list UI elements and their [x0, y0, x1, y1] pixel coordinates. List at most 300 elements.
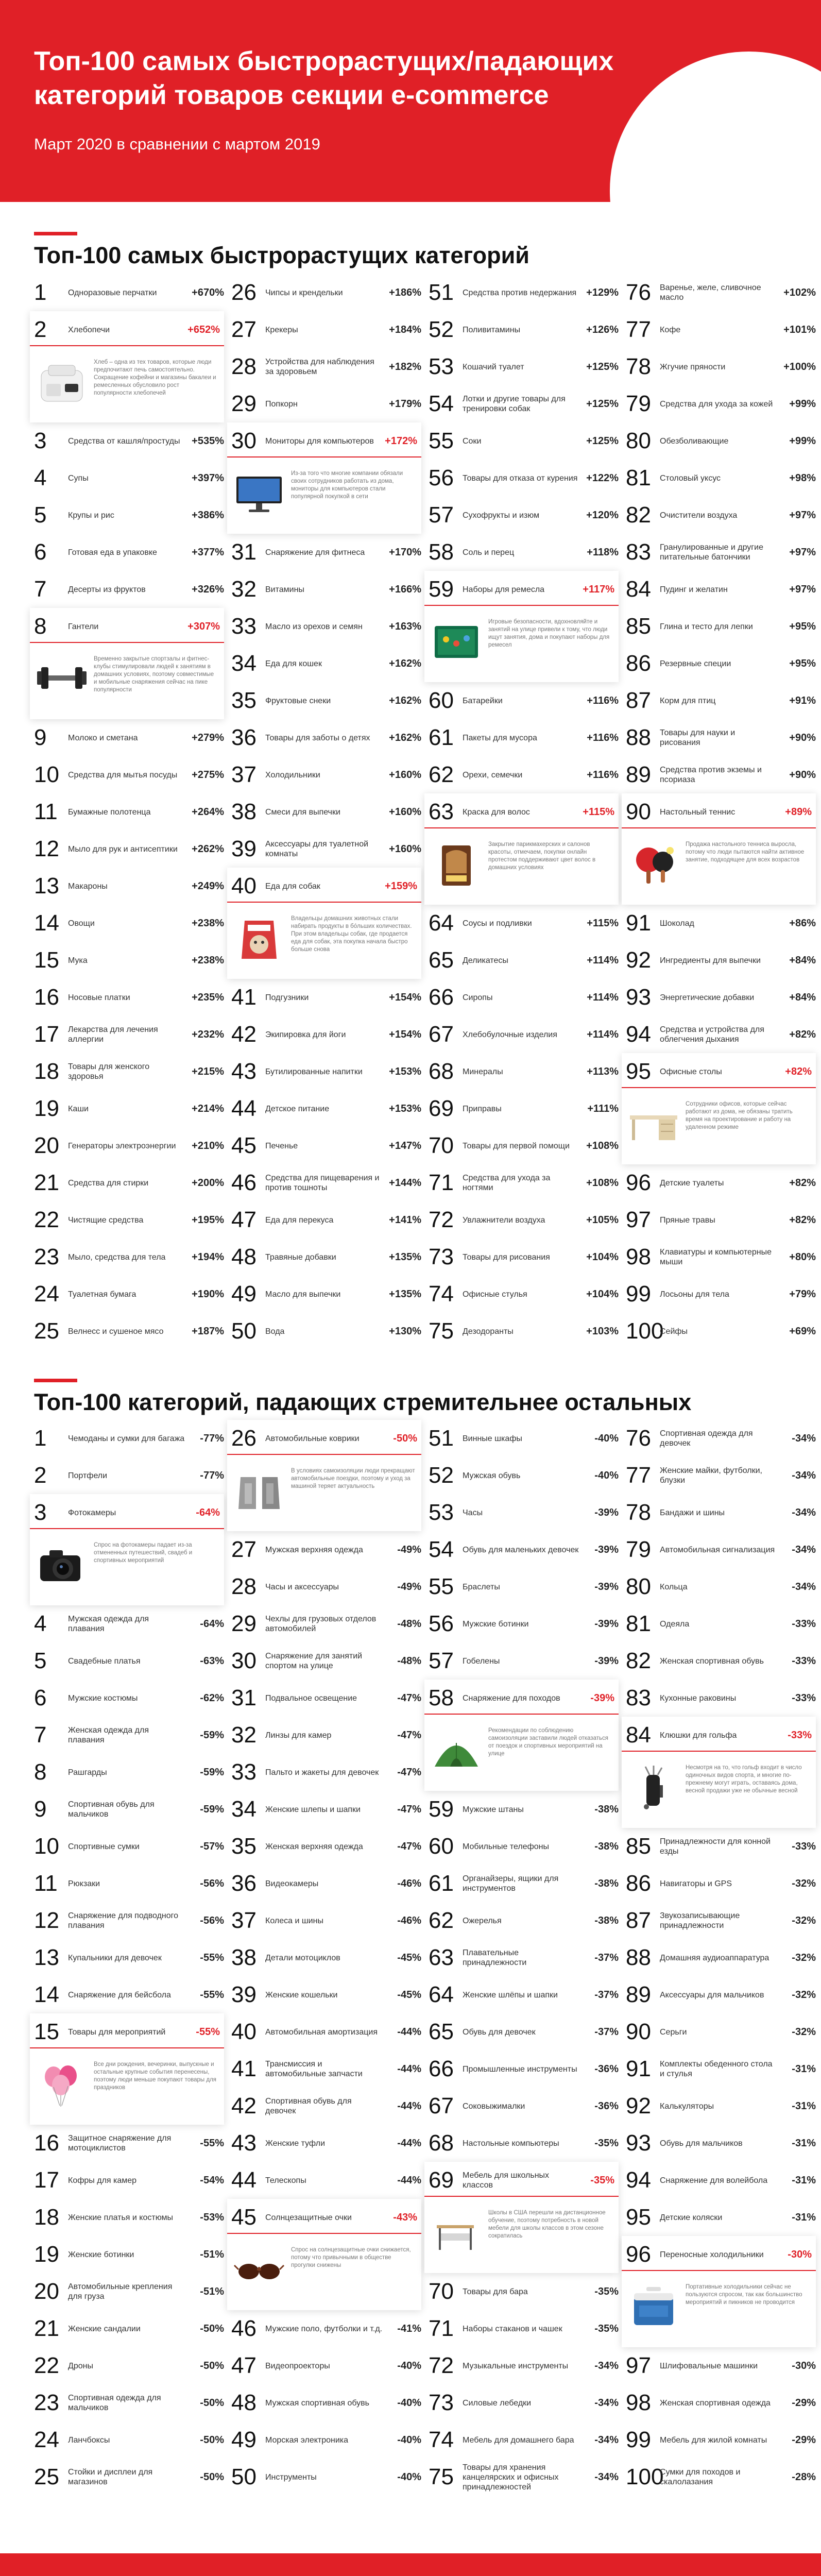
category-change: +163% — [389, 620, 421, 632]
category-change: -40% — [397, 2471, 421, 2483]
category-row — [34, 1201, 231, 1239]
category-change: +125% — [586, 435, 619, 447]
category-row — [231, 682, 429, 719]
category-name: Средства для ухода за кожей — [660, 399, 773, 409]
category-name: Обувь для мальчиков — [660, 2139, 743, 2148]
category-rank: 60 — [429, 688, 454, 713]
category-rank: 34 — [231, 1797, 256, 1822]
category-rank: 93 — [626, 2130, 651, 2156]
category-rank: 75 — [429, 1318, 454, 1344]
category-change: +210% — [192, 1140, 224, 1151]
category-name: Видеопроекторы — [265, 2361, 330, 2370]
category-row — [429, 460, 626, 497]
category-row — [231, 385, 429, 422]
category-change: +214% — [192, 1103, 224, 1114]
category-rank: 37 — [231, 762, 256, 787]
category-rank: 12 — [34, 1908, 59, 1933]
category-rank: 30 — [231, 428, 256, 453]
category-rank: 84 — [626, 1722, 651, 1748]
category-row — [626, 1976, 821, 2013]
category-change: -38% — [594, 1840, 619, 1852]
category-name: Средства для ухода за ногтями — [463, 1174, 551, 1192]
category-name: Навигаторы и GPS — [660, 1879, 732, 1888]
category-rank: 11 — [34, 1871, 58, 1896]
category-rank: 42 — [231, 1022, 256, 1047]
category-change: +102% — [783, 286, 816, 298]
category-rank: 53 — [429, 1500, 454, 1525]
category-row — [626, 1828, 821, 1865]
category-rank: 37 — [231, 1908, 256, 1933]
category-row — [34, 1902, 231, 1939]
category-rank: 36 — [231, 725, 256, 750]
category-rank: 4 — [34, 1611, 47, 1636]
category-row — [429, 1976, 626, 2013]
category-change: -45% — [397, 1989, 421, 2001]
category-row — [429, 274, 626, 311]
category-rank: 23 — [34, 2390, 59, 2415]
category-row — [231, 979, 429, 1016]
card-rule — [227, 902, 421, 903]
category-row — [34, 274, 231, 311]
category-rank: 65 — [429, 947, 454, 973]
category-name: Увлажнители воздуха — [463, 1215, 545, 1225]
category-rank: 21 — [34, 2316, 59, 2341]
category-change: +82% — [789, 1028, 816, 1040]
category-rank: 72 — [429, 2353, 454, 2378]
category-column — [429, 1420, 626, 2496]
category-rank: 77 — [626, 1463, 651, 1488]
category-rank: 22 — [34, 1207, 59, 1232]
category-change: -44% — [397, 2100, 421, 2112]
category-name: Мыло, средства для тела — [68, 1252, 166, 1262]
category-change: -64% — [200, 1618, 224, 1630]
category-change: -48% — [397, 1655, 421, 1667]
category-row — [34, 2125, 231, 2162]
category-name: Винные шкафы — [463, 1434, 522, 1443]
category-change: -39% — [594, 1655, 619, 1667]
category-row — [429, 1828, 626, 1865]
category-name: Шоколад — [660, 919, 694, 928]
category-row — [626, 682, 821, 719]
category-rank: 100 — [626, 2464, 664, 2489]
category-change: -34% — [792, 1432, 816, 1444]
category-row — [626, 1494, 821, 1531]
category-rank: 42 — [231, 2093, 256, 2119]
category-change: -30% — [788, 2248, 812, 2260]
category-name: Холодильники — [265, 770, 320, 779]
category-change: -31% — [792, 2174, 816, 2186]
category-name: Фотокамеры — [68, 1508, 116, 1517]
category-column — [34, 274, 231, 1350]
category-change: +190% — [192, 1288, 224, 1300]
category-name: Чипсы и крендельки — [265, 288, 343, 297]
category-name: Мужская верхняя одежда — [265, 1545, 363, 1554]
category-rank: 73 — [429, 2390, 454, 2415]
category-name: Бандажи и шины — [660, 1508, 725, 1517]
featured-category-card — [424, 2162, 619, 2273]
category-change: -50% — [200, 2360, 224, 2371]
category-name: Товары для заботы о детях — [265, 733, 370, 742]
category-name: Макароны — [68, 882, 108, 891]
category-rank: 79 — [626, 1537, 651, 1562]
category-name: Средства от кашля/простуды — [68, 436, 180, 446]
category-row — [626, 2199, 821, 2236]
category-name: Женская спортивная одежда — [660, 2398, 771, 2408]
category-change: -47% — [397, 1729, 421, 1741]
category-name: Варенье, желе, сливочное масло — [660, 283, 761, 302]
category-rank: 62 — [429, 1908, 454, 1933]
category-change: +69% — [789, 1325, 816, 1337]
category-row — [626, 534, 821, 571]
category-name: Аксессуары для мальчиков — [660, 1990, 764, 1999]
category-change: +95% — [789, 620, 816, 632]
category-name: Соки — [463, 436, 482, 446]
category-rank: 84 — [626, 577, 651, 602]
card-rule — [424, 605, 619, 606]
category-name: Товары для мероприятий — [68, 2027, 166, 2037]
category-rank: 20 — [34, 1133, 59, 1158]
category-row — [34, 2384, 231, 2421]
category-name: Мужские штаны — [463, 1805, 524, 1814]
category-name: Средства против недержания — [463, 288, 577, 297]
category-rank: 82 — [626, 502, 651, 528]
category-change: +90% — [789, 769, 816, 781]
featured-category-card — [424, 793, 619, 905]
card-rule — [424, 2196, 619, 2197]
category-rank: 10 — [34, 1834, 59, 1859]
category-name: Стойки и дисплеи для магазинов — [68, 2468, 153, 2486]
category-change: -59% — [200, 1729, 224, 1741]
category-row — [626, 1642, 821, 1680]
category-row — [34, 2236, 231, 2273]
category-name: Снаряжение для занятий спортом на улице — [265, 1652, 363, 1670]
category-name: Фруктовые снеки — [265, 696, 331, 705]
category-change: -38% — [594, 1803, 619, 1815]
category-change: +95% — [789, 657, 816, 669]
category-change: -30% — [792, 2360, 816, 2371]
category-change: -37% — [594, 1952, 619, 1963]
category-row — [626, 1457, 821, 1494]
category-row — [34, 868, 231, 905]
category-rank: 76 — [626, 1426, 651, 1451]
category-name: Подвальное освещение — [265, 1693, 357, 1703]
category-name: Приправы — [463, 1104, 502, 1113]
category-change: +120% — [586, 509, 619, 521]
category-rank: 89 — [626, 1982, 651, 2007]
category-change: +97% — [789, 546, 816, 558]
category-rank: 30 — [231, 1648, 256, 1673]
category-row — [429, 2013, 626, 2050]
category-change: +186% — [389, 286, 421, 298]
card-rule — [622, 827, 816, 828]
category-rank: 43 — [231, 1059, 256, 1084]
category-rank: 47 — [231, 2353, 256, 2378]
category-rank: 65 — [429, 2019, 454, 2044]
category-name: Ланчбоксы — [68, 2435, 110, 2445]
category-row — [231, 2050, 429, 2088]
category-rank: 3 — [34, 428, 47, 453]
category-name: Чемоданы и сумки для багажа — [68, 1434, 185, 1443]
category-row — [626, 1276, 821, 1313]
category-rank: 16 — [34, 2130, 59, 2156]
category-change: +652% — [187, 324, 220, 335]
category-name: Товары для хранения канцелярских и офисных принадлежностей — [463, 2463, 559, 2492]
category-row — [231, 831, 429, 868]
category-rank: 94 — [626, 2167, 651, 2193]
category-rank: 81 — [626, 465, 651, 490]
category-row — [429, 1276, 626, 1313]
category-rank: 2 — [34, 317, 47, 342]
category-rank: 8 — [34, 614, 47, 639]
category-change: -31% — [792, 2100, 816, 2112]
category-name: Молоко и сметана — [68, 733, 138, 742]
category-name: Настольные компьютеры — [463, 2139, 559, 2148]
category-rank: 85 — [626, 614, 651, 639]
category-change: +101% — [783, 324, 816, 335]
category-change: -31% — [792, 2211, 816, 2223]
category-name: Обувь для маленьких девочек — [463, 1545, 579, 1554]
category-rank: 35 — [231, 688, 256, 713]
category-name: Трансмиссия и автомобильные запчасти — [265, 2060, 363, 2078]
category-row — [429, 1201, 626, 1239]
category-change: +115% — [587, 917, 619, 929]
category-row — [231, 2162, 429, 2199]
category-row — [429, 2273, 626, 2310]
category-name: Обезболивающие — [660, 436, 729, 446]
category-row — [231, 534, 429, 571]
category-rank: 85 — [626, 1834, 651, 1859]
category-rank: 81 — [626, 1611, 651, 1636]
category-row — [429, 311, 626, 348]
category-row — [34, 719, 231, 756]
category-name: Солнцезащитные очки — [265, 2213, 352, 2222]
category-row — [231, 1201, 429, 1239]
category-rank: 95 — [626, 2205, 651, 2230]
category-change: +98% — [789, 472, 816, 484]
category-name: Музыкальные инструменты — [463, 2361, 569, 2370]
category-change: -63% — [200, 1655, 224, 1667]
category-row — [231, 2125, 429, 2162]
category-name: Кошачий туалет — [463, 362, 524, 371]
category-rank: 68 — [429, 2130, 454, 2156]
category-change: +200% — [192, 1177, 224, 1189]
category-name: Женские майки, футболки, блузки — [660, 1466, 762, 1485]
category-rank: 86 — [626, 651, 651, 676]
category-change: +264% — [192, 806, 224, 818]
category-row — [429, 1642, 626, 1680]
category-change: -59% — [200, 1803, 224, 1815]
category-rank: 46 — [231, 1170, 256, 1195]
category-change: +117% — [583, 583, 614, 595]
category-row — [626, 1605, 821, 1642]
category-rank: 76 — [626, 280, 651, 305]
category-row — [626, 571, 821, 608]
category-change: -45% — [397, 1952, 421, 1963]
category-change: -39% — [594, 1581, 619, 1592]
category-name: Автомобильные коврики — [265, 1434, 360, 1443]
category-change: +238% — [192, 917, 224, 929]
category-change: -50% — [200, 2471, 224, 2483]
category-change: +113% — [587, 1065, 619, 1077]
category-change: -40% — [594, 1432, 619, 1444]
category-change: -47% — [397, 1840, 421, 1852]
category-change: +99% — [789, 435, 816, 447]
category-rank: 91 — [626, 910, 651, 936]
category-name: Мониторы для компьютеров — [265, 436, 374, 446]
category-name: Рашгарды — [68, 1768, 107, 1777]
category-rank: 96 — [626, 2242, 651, 2267]
category-change: -41% — [397, 2323, 421, 2334]
category-name: Соль и перец — [463, 548, 515, 557]
category-name: Женские туфли — [265, 2139, 326, 2148]
category-column — [34, 1420, 231, 2496]
category-rank: 15 — [34, 2019, 59, 2044]
category-row — [626, 497, 821, 534]
category-name: Автомобильная сигнализация — [660, 1545, 775, 1554]
category-change: +82% — [789, 1177, 816, 1189]
header — [0, 0, 821, 202]
dumbbells-icon — [34, 651, 90, 707]
category-change: -44% — [397, 2137, 421, 2149]
category-row — [626, 1201, 821, 1239]
category-rank: 90 — [626, 2019, 651, 2044]
category-rank: 83 — [626, 1685, 651, 1710]
category-rank: 87 — [626, 1908, 651, 1933]
category-rank: 41 — [231, 985, 256, 1010]
category-change: -47% — [397, 1766, 421, 1778]
category-row — [626, 905, 821, 942]
category-name: Линзы для камер — [265, 1731, 332, 1740]
category-name: Смеси для выпечки — [265, 807, 340, 817]
category-name: Овощи — [68, 919, 95, 928]
category-row — [231, 1239, 429, 1276]
category-rank: 14 — [34, 910, 59, 936]
category-row — [626, 1420, 821, 1457]
featured-description: Несмотря на то, что гольф входит в число одиночных видов спорта, и многие по-прежнему могут играть, оставаясь дома, весной продажи уже не обычные весной — [686, 1765, 802, 1794]
category-change: +116% — [587, 694, 619, 706]
page-title: Топ-100 самых быстрорастущих/падающих категорий товаров секции e-commerce — [34, 46, 614, 110]
category-row — [626, 756, 821, 793]
category-change: +154% — [389, 1028, 421, 1040]
category-change: +184% — [389, 324, 421, 335]
category-change: -39% — [590, 1692, 614, 1704]
category-rank: 6 — [34, 1685, 47, 1710]
category-row — [429, 1127, 626, 1164]
section-rule — [34, 1379, 77, 1382]
category-rank: 3 — [34, 1500, 47, 1525]
category-name: Мобильные телефоны — [463, 1842, 550, 1851]
category-row — [429, 1053, 626, 1090]
category-rank: 74 — [429, 1281, 454, 1307]
category-name: Сухофрукты и изюм — [463, 511, 540, 520]
category-row — [231, 1276, 429, 1313]
category-row — [231, 1976, 429, 2013]
category-name: Товары для отказа от курения — [463, 473, 578, 483]
category-name: Крекеры — [265, 325, 298, 334]
category-change: -77% — [200, 1432, 224, 1444]
category-change: -44% — [397, 2174, 421, 2186]
category-rank: 78 — [626, 1500, 651, 1525]
category-name: Наборы стаканов и чашек — [463, 2324, 562, 2333]
category-change: +105% — [586, 1214, 619, 1226]
category-change: +215% — [192, 1065, 224, 1077]
category-name: Женская спортивная обувь — [660, 1656, 764, 1666]
category-row — [429, 348, 626, 385]
category-rank: 67 — [429, 1022, 454, 1047]
category-row — [626, 2384, 821, 2421]
category-name: Супы — [68, 473, 89, 483]
category-rank: 19 — [34, 1096, 59, 1121]
category-change: -46% — [397, 1914, 421, 1926]
category-row — [429, 1939, 626, 1976]
category-row — [34, 979, 231, 1016]
category-row — [424, 2162, 619, 2199]
category-rank: 83 — [626, 539, 651, 565]
category-rank: 69 — [429, 2167, 454, 2193]
category-rank: 57 — [429, 502, 454, 528]
category-rank: 5 — [34, 1648, 47, 1673]
section-rule — [34, 232, 77, 235]
category-name: Мебель для школьных классов — [463, 2171, 550, 2190]
category-rank: 44 — [231, 1096, 256, 1121]
category-name: Энергетические добавки — [660, 993, 755, 1002]
category-change: +130% — [389, 1325, 421, 1337]
category-row — [626, 942, 821, 979]
category-change: -56% — [200, 1877, 224, 1889]
featured-description: Хлеб – одна из тех товаров, которые люди предпочитают печь самостоятельно. Сокращение кофейни и магазины бакалеи и ремесленных обусловило рост популярности хлебопечей — [94, 359, 216, 396]
category-row — [622, 1053, 816, 1090]
category-name: Велнесс и сушеное мясо — [68, 1327, 164, 1336]
category-row — [34, 1053, 231, 1090]
category-rank: 26 — [231, 1426, 256, 1451]
category-rank: 71 — [429, 2316, 454, 2341]
category-column — [626, 274, 821, 1350]
category-row — [429, 1090, 626, 1127]
category-change: +170% — [389, 546, 421, 558]
category-name: Дезодоранты — [463, 1327, 514, 1336]
category-rank: 45 — [231, 2205, 256, 2230]
category-change: +249% — [192, 880, 224, 892]
category-change: +114% — [587, 991, 619, 1003]
category-row — [626, 1164, 821, 1201]
category-rank: 98 — [626, 2390, 651, 2415]
category-row — [429, 682, 626, 719]
category-name: Мужские поло, футболки и т.д. — [265, 2324, 383, 2333]
category-row — [231, 1053, 429, 1090]
category-row — [34, 2310, 231, 2347]
category-change: +80% — [789, 1251, 816, 1263]
category-row — [34, 831, 231, 868]
category-rank: 99 — [626, 2427, 651, 2452]
category-change: +86% — [789, 917, 816, 929]
category-name: Снаряжение для бейсбола — [68, 1990, 171, 1999]
category-rank: 61 — [429, 725, 454, 750]
category-column — [231, 1420, 429, 2496]
category-change: -77% — [200, 1469, 224, 1481]
category-change: -55% — [200, 1989, 224, 2001]
category-row — [626, 311, 821, 348]
category-row — [626, 1016, 821, 1053]
category-rank: 9 — [34, 1797, 47, 1822]
category-change: +89% — [785, 806, 812, 818]
category-change: -62% — [200, 1692, 224, 1704]
category-rank: 80 — [626, 428, 651, 453]
category-change: -35% — [590, 2174, 614, 2186]
category-change: -55% — [200, 1952, 224, 1963]
category-rank: 31 — [231, 1685, 256, 1710]
category-row — [34, 2421, 231, 2459]
category-row — [231, 1568, 429, 1605]
